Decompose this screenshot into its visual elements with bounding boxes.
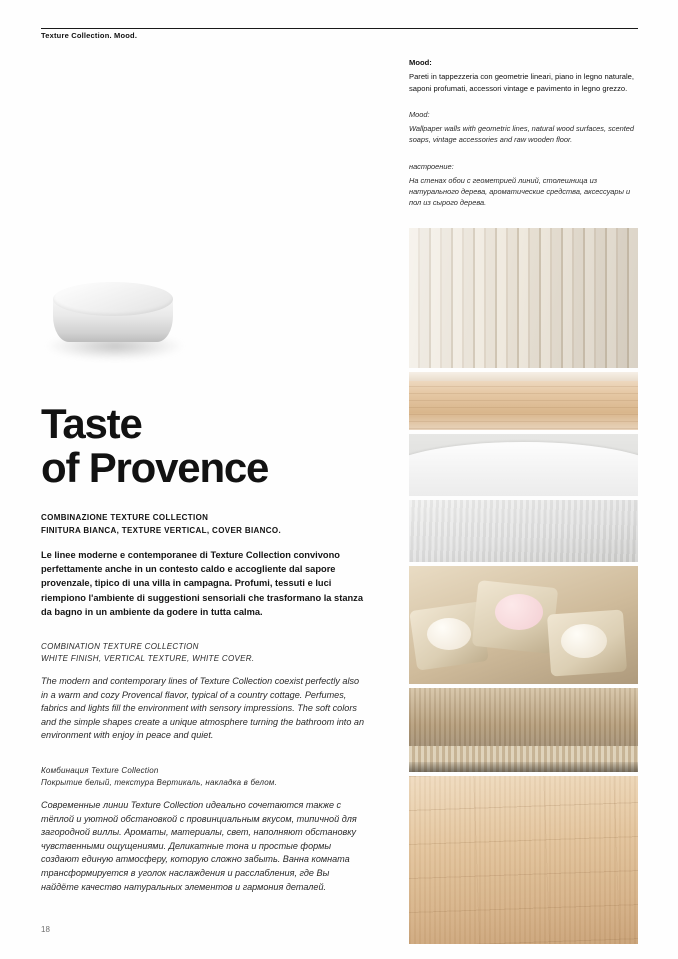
- white-countertop-photo: [409, 434, 638, 496]
- wallpaper-shading: [409, 228, 638, 368]
- striped-wallpaper-photo: [409, 228, 638, 368]
- oak-floor-photo: [409, 776, 638, 944]
- english-heading-line2: WHITE FINISH, VERTICAL TEXTURE, WHITE COVER.: [41, 654, 255, 664]
- woven-rug-fringe-photo: [409, 688, 638, 772]
- white-ceramic-bowl-image: [41, 270, 221, 380]
- page-title-line1: Taste: [41, 400, 142, 447]
- english-body-text: The modern and contemporary lines of Texture Collection coexist perfectly also in a warm and cozy Provencal flavor, typical of a country cottage. Perfumes, fabrics and lights fill the environment with sensory impressions. The soft colors and the simple shapes create a unique atmosphere turning the bathroom into an environment with enjoy in peace and quiet.: [41, 676, 365, 741]
- soap-1: [427, 618, 471, 650]
- soap-2: [495, 594, 543, 630]
- header-title: Texture Collection. Mood.: [41, 31, 138, 40]
- russian-body-text: Современные линии Texture Collection идеально сочетаются также с тёплой и уютной обстановкой с провинциальным вкусом, типичной для загородной виллы. Ароматы, материалы, свет, наполняют обстановку чувственными ощущениями. Деликатные тона и простые формы создают единую атмосферу, которую сложно забыть. Ванна комната трансформируется в уголок наслаждения и расслабления, где Вы найдёте качество натуральных элементов и гармония деталей.: [41, 799, 357, 892]
- bowl-inner-surface: [63, 287, 163, 311]
- countertop-surface: [409, 442, 638, 496]
- fabric-weave: [409, 500, 638, 562]
- mood-text-column: [409, 58, 638, 208]
- bowl-shape: [53, 282, 173, 344]
- left-content-column: [41, 270, 366, 894]
- page-title-line2: of Provence: [41, 444, 269, 491]
- italian-heading-line1: COMBINAZIONE TEXTURE COLLECTION: [41, 513, 209, 522]
- mood-label-english: Mood:: [409, 110, 430, 120]
- russian-heading-line1: Комбинация Texture Collection: [41, 765, 159, 775]
- mood-text-english: Wallpaper walls with geometric lines, natural wood surfaces, scented soaps, vintage accessories and raw wooden floor.: [409, 124, 634, 145]
- floor-grain: [409, 776, 638, 944]
- italian-body-text: Le linee moderne e contemporanee di Texture Collection convivono perfettamente anche in un contesto caldo e accogliente dal sapore provenzale, tipico di una villa in campagna. Profumi, tessuti e luci riempiono l'ambiente di suggestioni sensoriali che trasformano la stanza da bagno in un ambiente da godere in tutta calma.: [41, 550, 363, 617]
- wood-top-band: [409, 372, 638, 381]
- mood-label-italian: Mood:: [409, 58, 432, 67]
- russian-heading: [41, 765, 366, 789]
- page-title: [41, 402, 366, 490]
- english-heading-line1: COMBINATION TEXTURE COLLECTION: [41, 642, 199, 652]
- italian-heading: [41, 512, 366, 537]
- header-divider: [41, 28, 638, 29]
- natural-wood-slats-photo: [409, 372, 638, 430]
- mood-image-strip: [409, 228, 638, 948]
- mood-label-russian: настроение:: [409, 161, 454, 171]
- soap-3: [561, 624, 607, 658]
- mood-text-russian: На стенах обои с геометрией линий, столешница из натурального дерева, ароматические средства, аксессуары и пол из сырого дерева.: [409, 175, 631, 207]
- mood-text-italian: Pareti in tappezzeria con geometrie lineari, piano in legno naturale, saponi profumati, accessori vintage e pavimento in legno grezzo.: [409, 72, 634, 93]
- page-number: 18: [41, 925, 50, 934]
- russian-heading-line2: Покрытие белый, текстура Вертикаль, накладка в белом.: [41, 777, 277, 787]
- italian-heading-line2: FINITURA BIANCA, TEXTURE VERTICAL, COVER BIANCO.: [41, 525, 282, 535]
- bowl-rim: [53, 282, 173, 316]
- rug-shadow: [409, 762, 638, 772]
- english-heading: [41, 641, 366, 665]
- wrapped-soaps-photo: [409, 566, 638, 684]
- grey-fabric-photo: [409, 500, 638, 562]
